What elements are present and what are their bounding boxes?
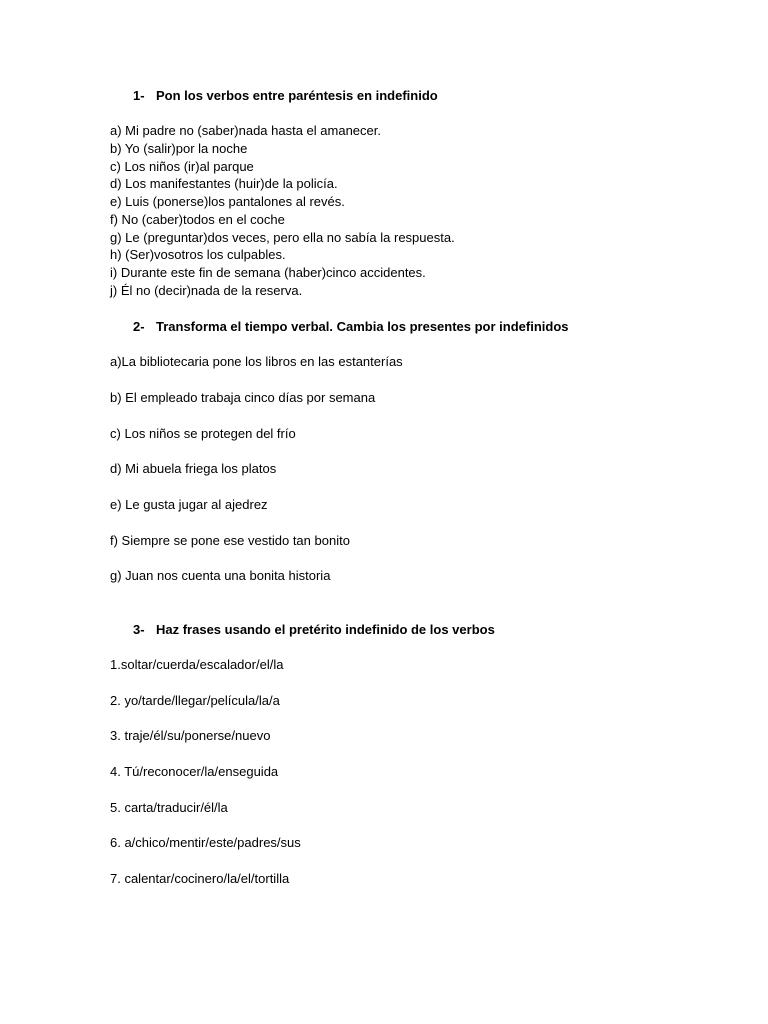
section1-item-h: h) (Ser)vosotros los culpables. (110, 247, 286, 262)
section2-item-a: a)La bibliotecaria pone los libros en las estanterías (110, 354, 403, 369)
section1-item-c: c) Los niños (ir)al parque (110, 159, 254, 174)
section2-item-e: e) Le gusta jugar al ajedrez (110, 497, 268, 512)
section3-number: 3- (133, 622, 145, 637)
section2-title: Transforma el tiempo verbal. Cambia los presentes por indefinidos (156, 319, 569, 334)
section2-item-c: c) Los niños se protegen del frío (110, 426, 296, 441)
section3-title: Haz frases usando el pretérito indefinido de los verbos (156, 622, 495, 637)
section1-item-j: j) Él no (decir)nada de la reserva. (110, 283, 303, 298)
section2-heading (133, 318, 569, 336)
section1-item-f: f) No (caber)todos en el coche (110, 212, 285, 227)
section2-item-d: d) Mi abuela friega los platos (110, 461, 277, 476)
section3-item-2: 2. yo/tarde/llegar/película/la/a (110, 693, 280, 708)
section1-item-e: e) Luis (ponerse)los pantalones al revés. (110, 194, 345, 209)
section3-item-3: 3. traje/él/su/ponerse/nuevo (110, 728, 271, 743)
section1-heading (133, 87, 438, 105)
section3-item-6: 6. a/chico/mentir/este/padres/sus (110, 835, 301, 850)
section1-number: 1- (133, 88, 145, 103)
section2-item-f: f) Siempre se pone ese vestido tan bonito (110, 533, 350, 548)
section2-item-g: g) Juan nos cuenta una bonita historia (110, 568, 331, 583)
section3-item-1: 1.soltar/cuerda/escalador/el/la (110, 657, 284, 672)
section1-item-b: b) Yo (salir)por la noche (110, 141, 248, 156)
section2-number: 2- (133, 319, 145, 334)
section1-item-a: a) Mi padre no (saber)nada hasta el amanecer. (110, 123, 381, 138)
section2-item-b: b) El empleado trabaja cinco días por semana (110, 390, 376, 405)
section1-item-d: d) Los manifestantes (huir)de la policía. (110, 176, 338, 191)
section3-heading (133, 621, 495, 639)
section1-item-i: i) Durante este fin de semana (haber)cinco accidentes. (110, 265, 426, 280)
section1-title: Pon los verbos entre paréntesis en indefinido (156, 88, 438, 103)
section3-item-4: 4. Tú/reconocer/la/enseguida (110, 764, 279, 779)
section3-item-5: 5. carta/traducir/él/la (110, 800, 228, 815)
section1-item-g: g) Le (preguntar)dos veces, pero ella no sabía la respuesta. (110, 230, 455, 245)
section3-item-7: 7. calentar/cocinero/la/el/tortilla (110, 871, 290, 886)
